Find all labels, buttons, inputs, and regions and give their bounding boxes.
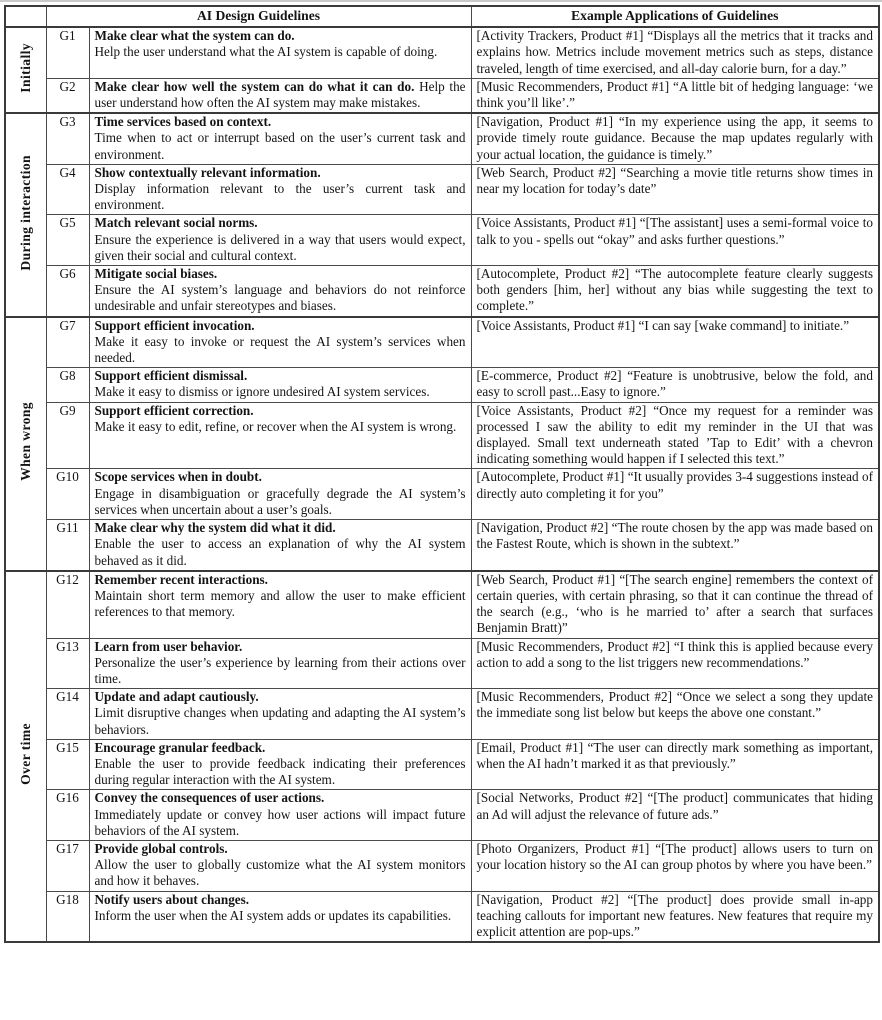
guideline-cell [89,317,471,368]
table-row [5,790,879,841]
group-label-text: Over time [17,723,33,786]
guideline-id: G8 [46,368,89,402]
guideline-title: Remember recent interactions. [94,571,268,587]
example-cell: [Photo Organizers, Product #1] “[The product] allows users to turn on your location history so the AI can group photos by where you have been.” [471,840,879,891]
guideline-title: Match relevant social norms. [94,215,258,231]
guideline-id: G15 [46,739,89,790]
guideline-cell [89,571,471,638]
guideline-title: Mitigate social biases. [94,266,218,282]
guideline-description: Help the user understand what the AI system is capable of doing. [94,44,438,60]
example-cell: [Web Search, Product #1] “[The search engine] remembers the context of certain queries, with certain phrasing, so that it can continue the thread of the search (e.g., ‘who is he married to’ after a search that surfaces Benjamin Bratt)” [471,571,879,638]
group-label-over-time [5,571,46,942]
table-row [5,571,879,638]
guideline-cell [89,739,471,790]
guideline-id: G13 [46,638,89,689]
examples-column-header: Example Applications of Guidelines [471,6,879,27]
guideline-description: Inform the user when the AI system adds or updates its capabilities. [94,907,452,923]
guideline-cell [89,402,471,469]
guideline-id: G6 [46,266,89,317]
guideline-id: G14 [46,689,89,740]
guideline-title: Make clear how well the system can do what it can do. [94,78,415,94]
guideline-cell [89,164,471,215]
guideline-title: Provide global controls. [94,840,228,856]
guideline-cell [89,689,471,740]
page-top-edge [0,0,882,2]
group-label-during-interaction [5,113,46,316]
group-label-initially [5,27,46,113]
guideline-description: Help the user understand how often the AI system may make mistakes. [94,78,466,111]
guideline-description: Enable the user to provide feedback indicating their preferences during regular interaction with the AI system. [94,755,466,788]
guideline-description: Immediately update or convey how user actions will impact future behaviors of the AI system. [94,806,466,838]
guideline-id: G12 [46,571,89,638]
example-cell: [Music Recommenders, Product #1] “A little bit of hedging language: ‘we think you’ll like’.” [471,78,879,113]
guideline-id: G7 [46,317,89,368]
guideline-title: Notify users about changes. [94,891,250,907]
table-row [5,113,879,164]
guideline-id: G9 [46,402,89,469]
guideline-title: Show contextually relevant information. [94,164,321,180]
header-row [5,6,879,27]
guideline-cell [89,469,471,520]
table-row [5,402,879,469]
guideline-id: G3 [46,113,89,164]
guideline-title: Learn from user behavior. [94,638,243,654]
guideline-id: G4 [46,164,89,215]
table-row [5,520,879,571]
example-cell: [Voice Assistants, Product #1] “[The assistant] uses a semi-formal voice to talk to you - spells out “okay” and asks further questions.” [471,215,879,266]
example-cell: [Activity Trackers, Product #1] “Displays all the metrics that it tracks and explains how. Metrics include movement metrics such as steps, distance traveled, length of time exercised, and all-day calorie burn, for a day.” [471,27,879,78]
example-cell: [Web Search, Product #2] “Searching a movie title returns show times in near my location for today’s date” [471,164,879,215]
guideline-description: Enable the user to access an explanation of why the AI system behaved as it did. [94,536,466,568]
example-cell: [Navigation, Product #1] “In my experience using the app, it seems to provide timely route guidance. Because the map updates regularly with your actual location, the guidance is timely.” [471,113,879,164]
example-cell: [Music Recommenders, Product #2] “Once we select a song they update the immediate song list below but keeps the above one constant.” [471,689,879,740]
guideline-id: G18 [46,891,89,942]
table-row [5,27,879,78]
guideline-description: Make it easy to invoke or request the AI system’s services when needed. [94,333,466,366]
table-row [5,164,879,215]
guideline-id: G1 [46,27,89,78]
guideline-description: Engage in disambiguation or gracefully degrade the AI system’s services when uncertain about a user’s goals. [94,485,466,517]
example-cell: [Social Networks, Product #2] “[The product] communicates that hiding an Ad will adjust the relevance of future ads.” [471,790,879,841]
guideline-title: Make clear what the system can do. [94,28,295,44]
table-row [5,78,879,113]
example-cell: [Autocomplete, Product #2] “The autocomplete feature clearly suggests both genders [him, her] without any bias while suggesting the text to complete.” [471,266,879,317]
guideline-cell [89,638,471,689]
table-row [5,368,879,402]
example-cell: [Navigation, Product #2] “[The product] does provide small in-app teaching callouts for important new features. New features that require my explicit attention are pop-ups.” [471,891,879,942]
guideline-id: G5 [46,215,89,266]
guideline-title: Support efficient correction. [94,402,254,418]
table-row [5,689,879,740]
guideline-cell [89,266,471,317]
guideline-title: Update and adapt cautiously. [94,689,259,705]
guideline-description: Time when to act or interrupt based on the user’s current task and environment. [94,130,466,162]
table-row [5,840,879,891]
guideline-cell [89,840,471,891]
guideline-description: Ensure the AI system’s language and behaviors do not reinforce undesirable and unfair stereotypes and biases. [94,282,466,314]
example-cell: [Voice Assistants, Product #1] “I can say [wake command] to initiate.” [471,317,879,368]
guideline-description: Display information relevant to the user’s current task and environment. [94,181,466,213]
guideline-cell [89,891,471,942]
group-label-text: When wrong [17,402,33,482]
guideline-id: G11 [46,520,89,571]
guideline-cell [89,368,471,402]
guidelines-table [4,5,880,943]
guideline-id: G17 [46,840,89,891]
table-row [5,215,879,266]
example-cell: [Navigation, Product #2] “The route chosen by the app was made based on the Fastest Route, which is shown in the subtext.” [471,520,879,571]
example-cell: [Voice Assistants, Product #2] “Once my request for a reminder was processed I saw the ability to edit my reminder in the UI that was displayed. Small text underneath stated ’Tap to Edit’ with a chevron indicating something would happen if I selected this text.” [471,402,879,469]
guideline-title: Support efficient invocation. [94,317,255,333]
example-cell: [Autocomplete, Product #1] “It usually provides 3-4 suggestions instead of directly auto completing it for you” [471,469,879,520]
table-row [5,891,879,942]
corner-cell [5,6,46,27]
table-row [5,638,879,689]
guideline-cell [89,215,471,266]
guideline-title: Scope services when in doubt. [94,469,262,485]
guideline-cell [89,113,471,164]
guideline-description: Personalize the user’s experience by learning from their actions over time. [94,654,466,686]
guideline-description: Maintain short term memory and allow the user to make efficient references to that memory. [94,587,466,620]
guideline-title: Support efficient dismissal. [94,368,248,384]
guideline-id: G16 [46,790,89,841]
guideline-title: Encourage granular feedback. [94,739,266,755]
guideline-title: Make clear why the system did what it did. [94,520,336,536]
guideline-id: G2 [46,78,89,113]
group-label-when-wrong [5,317,46,571]
guideline-description: Allow the user to globally customize what the AI system monitors and how it behaves. [94,857,466,889]
guideline-description: Ensure the experience is delivered in a way that users would expect, given their social and cultural context. [94,231,466,263]
table-row [5,266,879,317]
group-label-text: During interaction [17,155,33,271]
example-cell: [E-commerce, Product #2] “Feature is unobtrusive, below the fold, and easy to scroll past...Easy to ignore.” [471,368,879,402]
table-row [5,739,879,790]
guideline-description: Limit disruptive changes when updating and adapting the AI system’s behaviors. [94,705,466,737]
table-body [5,27,879,942]
table-row [5,469,879,520]
example-cell: [Email, Product #1] “The user can directly mark something as important, when the AI hadn’t marked it as that previously.” [471,739,879,790]
table-header [5,6,879,27]
guideline-title: Convey the consequences of user actions. [94,790,325,806]
guideline-description: Make it easy to dismiss or ignore undesired AI system services. [94,384,430,400]
guideline-cell [89,520,471,571]
guideline-id: G10 [46,469,89,520]
guideline-cell [89,78,471,113]
guideline-description: Make it easy to edit, refine, or recover when the AI system is wrong. [94,418,457,434]
guideline-cell [89,790,471,841]
guideline-title: Time services based on context. [94,114,272,130]
group-label-text: Initially [17,43,33,93]
example-cell: [Music Recommenders, Product #2] “I think this is applied because every action to add a song to the list triggers new recommendations.” [471,638,879,689]
guidelines-column-header: AI Design Guidelines [46,6,471,27]
guideline-cell [89,27,471,78]
table-row [5,317,879,368]
